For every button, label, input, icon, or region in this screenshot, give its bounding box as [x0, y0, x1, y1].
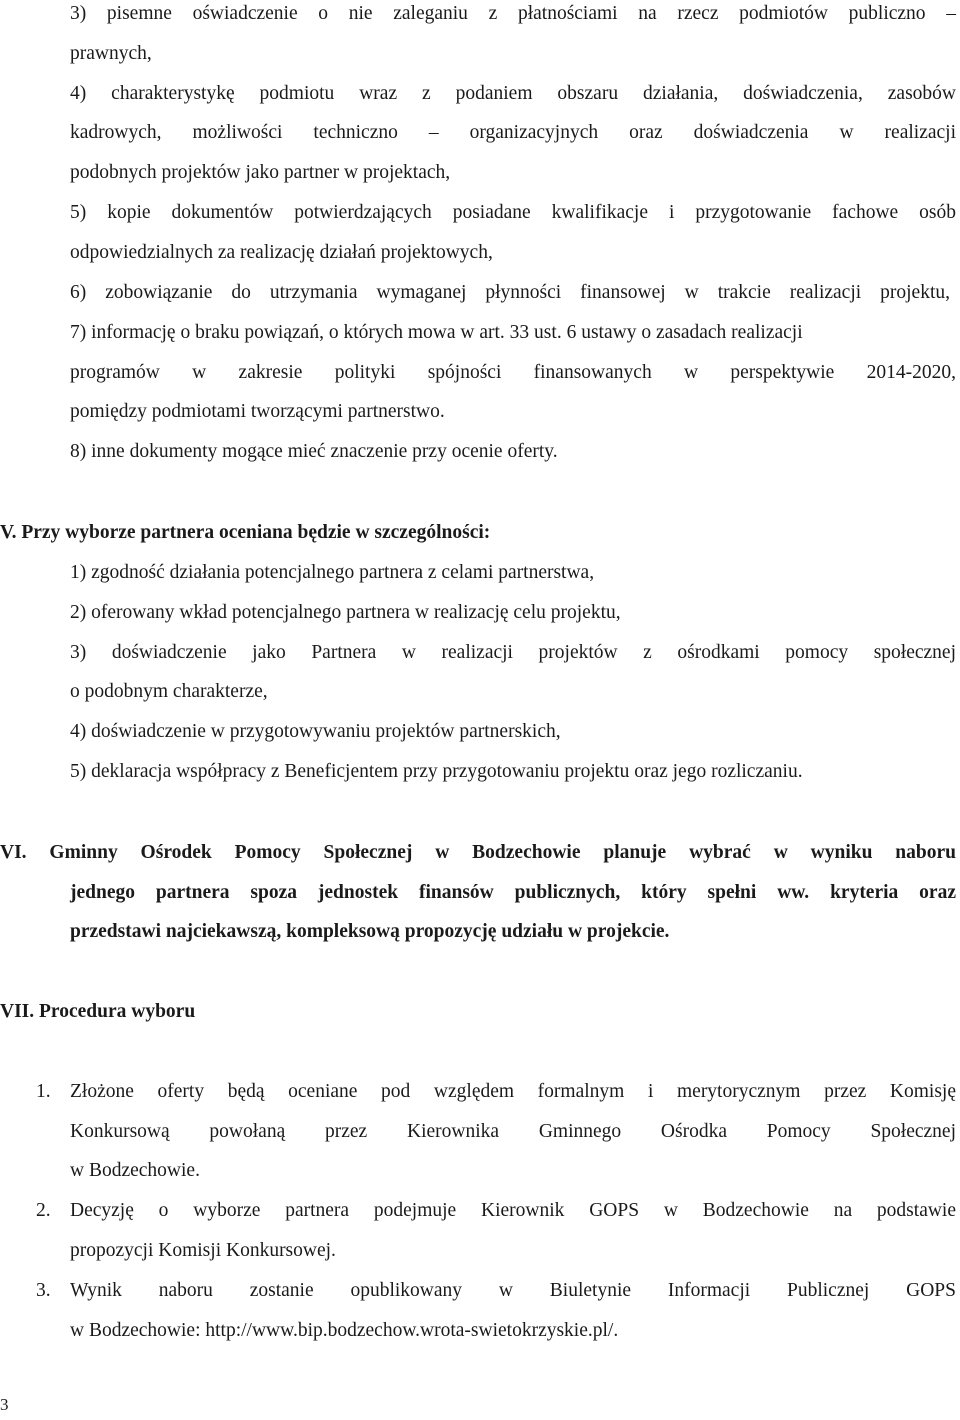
list-item-7-text-part-b: 6 ustawy o zasadach realizacji [561, 322, 803, 343]
list-item-5-line-1: 5) kopie dokumentów potwierdzających posiadane kwalifikacje i przygotowanie fachowe osób [70, 202, 956, 223]
list-item-5-line-2: odpowiedzialnych za realizację działań projektowych, [70, 242, 493, 263]
list-item-8-line-1: 8) inne dokumenty mogące mieć znaczenie przy ocenie oferty. [70, 441, 558, 462]
list-item-4-line-2: kadrowych, możliwości techniczno – organizacyjnych oraz doświadczenia w realizacji [70, 122, 956, 143]
list-item-7-line-2: programów w zakresie polityki spójności finansowanych w perspektywie 2014-2020, [70, 362, 956, 383]
section-vii-item-1-line-3: w Bodzechowie. [70, 1160, 200, 1181]
list-item-6-line-1: 6) zobowiązanie do utrzymania wymaganej płynności finansowej w trakcie realizacji projektu, [70, 282, 950, 303]
section-vii-item-1-number: 1. [36, 1081, 51, 1102]
list-item-3-line-2: prawnych, [70, 43, 152, 64]
section-v-item-5: 5) deklaracja współpracy z Beneficjentem przy przygotowaniu projektu oraz jego rozliczaniu. [70, 761, 803, 782]
list-item-3-line-1: 3) pisemne oświadczenie o nie zaleganiu z płatnościami na rzecz podmiotów publiczno – [70, 3, 956, 24]
section-vii-item-1-line-1: Złożone oferty będą oceniane pod względem formalnym i merytorycznym przez Komisję [70, 1081, 956, 1102]
section-vii-item-3-number: 3. [36, 1280, 51, 1301]
section-vi-line-2: jednego partnera spoza jednostek finansów publicznych, który spełni ww. kryteria oraz [70, 882, 956, 903]
section-vii-item-3-line-1: Wynik naboru zostanie opublikowany w Biuletynie Informacji Publicznej GOPS [70, 1280, 956, 1301]
section-vii-item-3-line-2: w Bodzechowie: http://www.bip.bodzechow.wrota-swietokrzyskie.pl/. [70, 1320, 619, 1341]
section-vii-item-2-line-2: propozycji Komisji Konkursowej. [70, 1240, 336, 1261]
section-v-item-3-line-2: o podobnym charakterze, [70, 681, 268, 702]
section-vii-item-2-number: 2. [36, 1200, 51, 1221]
section-v-item-1: 1) zgodność działania potencjalnego partnera z celami partnerstwa, [70, 562, 595, 583]
section-vii-heading: VII. Procedura wyboru [0, 1001, 196, 1022]
page-number: 3 [0, 1395, 9, 1414]
list-item-4-line-3: podobnych projektów jako partner w projektach, [70, 162, 451, 183]
list-item-7-line-1 [70, 321, 956, 345]
section-vi-line-3: przedstawi najciekawszą, kompleksową propozycję udziału w projekcie. [70, 921, 670, 942]
section-v-item-4: 4) doświadczenie w przygotowywaniu projektów partnerskich, [70, 721, 561, 742]
list-item-7-line-3: pomiędzy podmiotami tworzącymi partnerstwo. [70, 401, 445, 422]
section-v-heading: V. Przy wyborze partnera oceniana będzie w szczególności: [0, 522, 491, 543]
list-item-7-text-part-a: 7) informację o braku powiązań, o których mowa w art. 33 ust. [70, 322, 562, 343]
section-vi-line-1: VI. Gminny Ośrodek Pomocy Społecznej w Bodzechowie planuje wybrać w wyniku naboru [0, 842, 956, 863]
section-v-item-2: 2) oferowany wkład potencjalnego partnera w realizację celu projektu, [70, 602, 621, 623]
section-v-item-3-line-1: 3) doświadczenie jako Partnera w realizacji projektów z ośrodkami pomocy społecznej [70, 642, 956, 663]
section-vii-item-2-line-1: Decyzję o wyborze partnera podejmuje Kierownik GOPS w Bodzechowie na podstawie [70, 1200, 956, 1221]
list-item-4-line-1: 4) charakterystykę podmiotu wraz z podaniem obszaru działania, doświadczenia, zasobów [70, 83, 956, 104]
section-vii-item-1-line-2: Konkursową powołaną przez Kierownika Gminnego Ośrodka Pomocy Społecznej [70, 1121, 956, 1142]
